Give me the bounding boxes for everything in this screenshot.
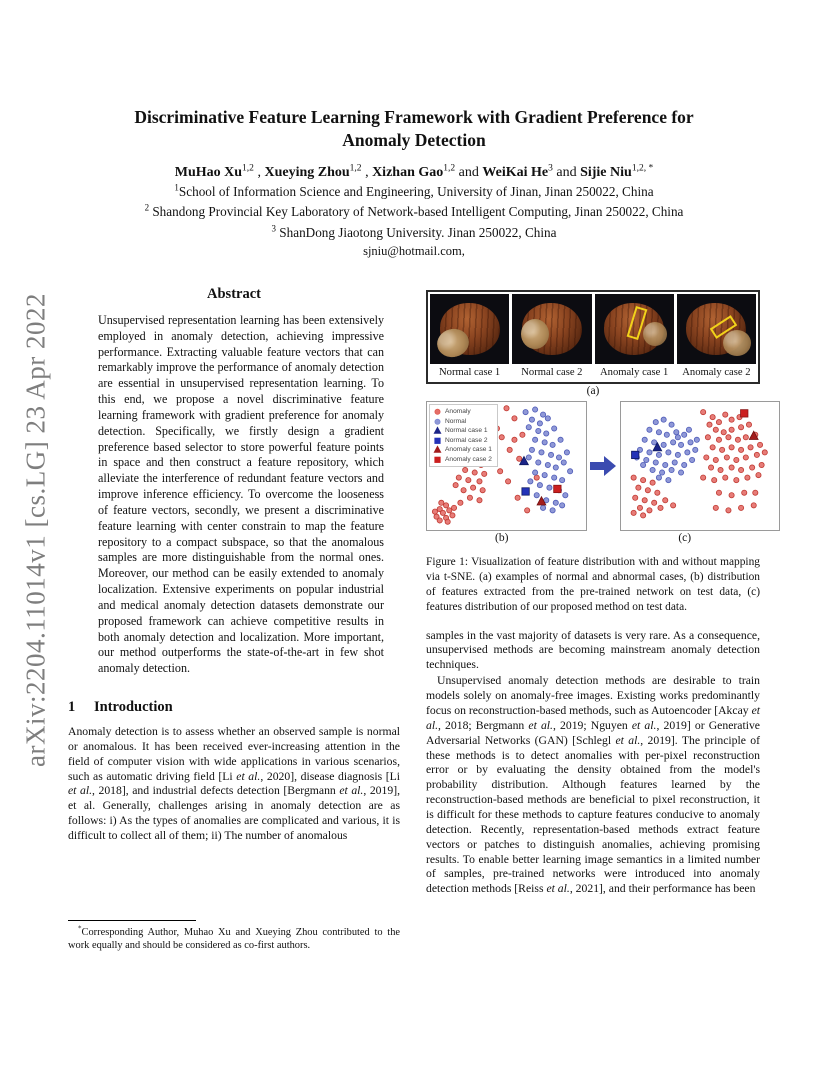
- series-anomaly-case-2: [554, 485, 561, 492]
- paper-header: [68, 106, 760, 259]
- scatter-point: [674, 430, 679, 435]
- scatter-point: [552, 475, 557, 480]
- scatter-point: [456, 475, 461, 480]
- hazelnut-image: [677, 294, 756, 364]
- scatter-point: [526, 455, 531, 460]
- scatter-point: [548, 452, 553, 457]
- scatter-point: [682, 432, 687, 437]
- scatter-point: [632, 451, 639, 458]
- scatter-point: [471, 485, 476, 490]
- scatter-point: [669, 467, 674, 472]
- legend-item: [433, 436, 492, 446]
- scatter-point: [653, 420, 658, 425]
- legend-label: Anomaly: [445, 408, 471, 416]
- scatter-point: [678, 442, 683, 447]
- scatter-point: [669, 422, 674, 427]
- scatter-point: [435, 438, 440, 443]
- scatter-point: [550, 442, 555, 447]
- scatter-point: [743, 455, 748, 460]
- scatter-point: [664, 432, 669, 437]
- intro-paragraph: Anomaly detection is to assess whether an observed sample is normal or anomalous. It has been received ever-increasing attention in the field of computer vision with wide applications in various scenarios, such as automatic driving field [Li et al., 2020], disease diagnosis [Li et al., 2018], and industrial defects detection [Bergmann et al., 2019], et al. Generally, challenges arising in anomaly detection are as follows: i) As the types of anomalies are complicated and various, it is difficult to collect all of them; ii) The number of anomalous: [68, 725, 401, 843]
- scatter-point: [564, 450, 569, 455]
- scatter-point: [746, 422, 751, 427]
- scatter-point: [560, 503, 565, 508]
- scatter-point: [451, 505, 456, 510]
- author-line: MuHao Xu$^{1,2}$ , Xueying Zhou$^{1,2}$ , Xizhan Gao$^{1,2}$ and WeiKai He$^3$ and Sijie Niu$^{1,2, *}$: [174, 162, 654, 180]
- scatter-point: [439, 500, 444, 505]
- scatter-point: [536, 460, 541, 465]
- scatter-point: [718, 467, 723, 472]
- scatter-point: [686, 427, 691, 432]
- scatter-point: [435, 419, 440, 424]
- scatter-point: [641, 513, 646, 518]
- scatter-point: [435, 457, 440, 462]
- paper-title: Discriminative Feature Learning Framework with Gradient Preference for Anomaly Detection: [134, 107, 694, 150]
- scatter-point: [762, 450, 767, 455]
- series-normal-case-2: [632, 451, 639, 458]
- scatter-point: [642, 437, 647, 442]
- scatter-point: [661, 417, 666, 422]
- panel-b-label: (b): [495, 532, 509, 544]
- circle-marker-icon: [433, 407, 442, 416]
- scatter-point: [641, 478, 646, 483]
- scatter-point: [690, 457, 695, 462]
- scatter-point: [756, 472, 761, 477]
- scatter-point: [517, 456, 522, 461]
- scatter-point: [751, 503, 756, 508]
- plot-sublabels: [426, 532, 760, 544]
- series-normal-case-2: [522, 488, 529, 495]
- scatter-point: [558, 437, 563, 442]
- figure1-caption: Figure 1: Visualization of feature distribution with and without mapping via t-SNE. (a) examples of normal and abnormal cases, (b) distribution of features extracted from the pre-trained network on test data, (c) features distribution of our proposed method on test data.: [426, 556, 760, 614]
- scatter-point: [542, 472, 547, 477]
- scatter-point: [663, 498, 668, 503]
- panel-label: Normal case 2: [512, 364, 591, 380]
- scatter-point: [529, 447, 534, 452]
- scatter-point: [534, 493, 539, 498]
- scatter-point: [528, 479, 533, 484]
- scatter-point: [440, 510, 445, 515]
- legend-item: [433, 445, 492, 455]
- scatter-plot-c: [620, 401, 780, 531]
- scatter-point: [712, 478, 717, 483]
- scatter-point: [536, 428, 541, 433]
- scatter-point: [671, 503, 676, 508]
- left-column: [68, 286, 400, 844]
- scatter-point: [545, 416, 550, 421]
- scatter-point: [477, 479, 482, 484]
- scatter-point: [447, 508, 452, 513]
- scatter-point: [443, 503, 448, 508]
- contact-email: sjniu@hotmail.com,: [363, 243, 465, 258]
- scatter-point: [533, 437, 538, 442]
- scatter-point: [694, 437, 699, 442]
- legend-item: [433, 426, 492, 436]
- scatter-point: [467, 495, 472, 500]
- figure1-panel-a: [426, 290, 760, 384]
- scatter-point: [672, 460, 677, 465]
- scatter-point: [522, 488, 529, 495]
- scatter-point: [520, 432, 525, 437]
- scatter-point: [480, 488, 485, 493]
- scatter-point: [748, 445, 753, 450]
- figure-panel: [677, 294, 756, 380]
- panel-label: Anomaly case 1: [595, 364, 674, 380]
- scatter-point: [525, 508, 530, 513]
- scatter-point: [553, 465, 558, 470]
- hazelnut-image: [595, 294, 674, 364]
- scatter-point: [716, 437, 721, 442]
- scatter-point: [515, 495, 520, 500]
- scatter-point: [701, 409, 706, 414]
- scatter-point: [745, 475, 750, 480]
- scatter-point: [540, 505, 545, 510]
- right-column: [426, 290, 760, 897]
- scatter-point: [724, 455, 729, 460]
- body-paragraph-2: Unsupervised anomaly detection methods are desirable to train models solely on anomaly-free images. Existing works predominantly focus on reconstruction-based methods, such as Autoencoder [Akcay et al., 2018; Bergmann et al., 2019; Nguyen et al., 2019] or Generative Adversarial Networks (GAN) [Schlegl et al., 2019]. The principle of these methods is to detect anomalies with per-pixel reconstruction error or by evaluating the density obtained from the model's probability distribution. Although features learned by the reconstruction-based methods are beneficial to pixel reconstruction, it is difficult for these methods to capture features conducive to anomaly detection. Recently, representation-based methods extract feature vectors or patches to distinguish anomalies, achieving promising results. To enable better learning image semantics in a limited number of samples, pre-trained networks were introduced into anomaly detection methods [Reiss et al., 2021], and their performance has been: [426, 674, 761, 896]
- right-column-text: [426, 629, 760, 897]
- scatter-point: [642, 498, 647, 503]
- scatter-point: [652, 440, 657, 445]
- scatter-point: [537, 421, 542, 426]
- arxiv-watermark: arXiv:2204.11014v1 [cs.LG] 23 Apr 2022: [20, 293, 51, 767]
- scatter-point: [734, 457, 739, 462]
- scatter-point: [750, 465, 755, 470]
- scatter-point: [753, 490, 758, 495]
- scatter-point: [741, 410, 748, 417]
- scatter-point: [682, 462, 687, 467]
- scatter-point: [729, 427, 734, 432]
- scatter-point: [675, 435, 680, 440]
- scatter-point: [472, 470, 477, 475]
- scatter-point: [505, 479, 510, 484]
- scatter-point: [729, 417, 734, 422]
- scatter-point: [759, 462, 764, 467]
- legend-label: Normal case 1: [445, 427, 488, 435]
- affiliation-2: $^2$ Shandong Provincial Key Laboratory of Network-based Intelligent Computing, Jinan 250022, China: [144, 202, 684, 220]
- scatter-point: [523, 409, 528, 414]
- scatter-point: [666, 478, 671, 483]
- scatter-point: [647, 508, 652, 513]
- legend-item: [433, 417, 492, 427]
- scatter-point: [466, 478, 471, 483]
- scatter-point: [726, 435, 731, 440]
- scatter-point: [512, 437, 517, 442]
- scatter-point: [675, 452, 680, 457]
- scatter-point: [738, 447, 743, 452]
- scatter-point: [656, 430, 661, 435]
- scatter-point: [434, 427, 441, 433]
- scatter-point: [450, 513, 455, 518]
- scatter-point: [540, 412, 545, 417]
- affiliation-3: $^3$ ShanDong Jiaotong University. Jinan 250022, China: [271, 223, 557, 240]
- scatter-point: [729, 465, 734, 470]
- scatter-point: [726, 508, 731, 513]
- scatter-point: [738, 505, 743, 510]
- scatter-point: [754, 452, 759, 457]
- scatter-point: [529, 417, 534, 422]
- scatter-point: [547, 485, 552, 490]
- scatter-point: [655, 490, 660, 495]
- affiliation-1: $^1$School of Information Science and Engineering, University of Jinan, Jinan 250022, China: [174, 182, 654, 199]
- scatter-point: [507, 447, 512, 452]
- scatter-point: [710, 445, 715, 450]
- scatter-point: [738, 425, 743, 430]
- scatter-point: [498, 469, 503, 474]
- hazelnut-image: [512, 294, 591, 364]
- scatter-point: [550, 508, 555, 513]
- abstract-body: Unsupervised representation learning has been extensively employed in anomaly detection, achieving impressive performance. Extracting valuable feature vectors that can remarkably improve the performance of anomaly detection are essential in unsupervised representation learning. To this end, we propose a novel discriminative feature learning framework with gradient preference for anomaly detection. Specifically, we firstly design a gradient preference based selector to store powerful feature points in space and then construct a feature repository, which alleviate the interference of redundant feature vectors and improve inference efficiency. To overcome the looseness of feature vectors, secondly, we present a discriminative feature learning with center constrain to map the feature repository to a compact subspace, so that the anomalous samples are more distinguishable from the normal ones. Moreover, our method can be easily extended to anomaly localization. Extensive experiments on popular industrial and medical anomaly detection datasets demonstrate our proposed framework can achieve competitive results in both anomaly detection and localization. More important, our method outperforms the state-of-the-art in few shot anomaly detection.: [98, 313, 384, 676]
- scatter-point: [656, 452, 661, 457]
- circle-marker-icon: [433, 417, 442, 426]
- hazelnut-cap: [723, 330, 751, 356]
- series-anomaly: [631, 409, 767, 518]
- legend-item: [433, 455, 492, 465]
- panel-label: Normal case 1: [430, 364, 509, 380]
- scatter-point: [710, 415, 715, 420]
- scatter-point: [560, 478, 565, 483]
- scatter-point: [437, 518, 442, 523]
- arrow-column: [590, 454, 617, 478]
- scatter-point: [432, 509, 437, 514]
- abstract-heading: Abstract: [207, 286, 261, 302]
- scatter-point: [729, 493, 734, 498]
- scatter-point: [743, 435, 748, 440]
- triangle-marker-icon: [433, 426, 442, 435]
- scatter-point: [666, 450, 671, 455]
- legend-label: Anomaly case 1: [445, 446, 492, 454]
- scatter-point: [661, 442, 666, 447]
- scatter-point: [453, 483, 458, 488]
- scatter-point: [701, 475, 706, 480]
- series-normal: [523, 407, 573, 513]
- scatter-point: [463, 467, 468, 472]
- legend-label: Normal case 2: [445, 436, 488, 444]
- scatter-point: [721, 430, 726, 435]
- scatter-point: [568, 469, 573, 474]
- scatter-point: [663, 462, 668, 467]
- scatter-point: [512, 416, 517, 421]
- scatter-point: [734, 478, 739, 483]
- scatter-point: [554, 485, 561, 492]
- figure1-plots-row: [426, 401, 760, 531]
- figure-panel: [430, 294, 509, 380]
- scatter-point: [738, 467, 743, 472]
- scatter-point: [435, 409, 440, 414]
- hazelnut-icon: [440, 303, 500, 355]
- scatter-point: [735, 437, 740, 442]
- square-marker-icon: [433, 455, 442, 464]
- scatter-point: [552, 426, 557, 431]
- scatter-point: [533, 407, 538, 412]
- scatter-point: [723, 412, 728, 417]
- scatter-point: [705, 435, 710, 440]
- scatter-point: [713, 457, 718, 462]
- scatter-point: [637, 505, 642, 510]
- scatter-point: [533, 470, 538, 475]
- section-title: Introduction: [94, 699, 173, 716]
- footnote-text: *Corresponding Author, Muhao Xu and Xueying Zhou contributed to the work equally and should be considered as co-first authors.: [68, 924, 400, 951]
- scatter-point: [704, 455, 709, 460]
- scatter-point: [633, 495, 638, 500]
- scatter-point: [716, 490, 721, 495]
- scatter-point: [545, 462, 550, 467]
- scatter-point: [685, 450, 690, 455]
- legend-label: Normal: [445, 417, 467, 425]
- scatter-point: [645, 488, 650, 493]
- scatter-point: [641, 462, 646, 467]
- panel-a-label: (a): [586, 385, 600, 397]
- scatter-point: [742, 490, 747, 495]
- scatter-point: [713, 505, 718, 510]
- scatter-point: [708, 465, 713, 470]
- section-heading-introduction: [68, 699, 400, 716]
- scatter-point: [652, 500, 657, 505]
- scatter-point: [713, 427, 718, 432]
- scatter-point: [729, 445, 734, 450]
- scatter-point: [650, 480, 655, 485]
- scatter-point: [434, 446, 441, 452]
- scatter-point: [659, 470, 664, 475]
- scatter-point: [534, 475, 539, 480]
- hazelnut-cap: [434, 326, 472, 361]
- scatter-point: [526, 425, 531, 430]
- scatter-point: [658, 505, 663, 510]
- scatter-point: [720, 447, 725, 452]
- arrow-right-icon: [590, 454, 617, 478]
- scatter-point: [707, 422, 712, 427]
- series-anomaly-case-2: [741, 410, 748, 417]
- scatter-point: [542, 440, 547, 445]
- figure-panel: [512, 294, 591, 380]
- plot-legend: [429, 404, 498, 467]
- hazelnut-cap: [521, 319, 549, 349]
- hazelnut-cap: [643, 322, 667, 346]
- scatter-point: [656, 475, 661, 480]
- scatter-point: [723, 475, 728, 480]
- scatter-point: [537, 483, 542, 488]
- legend-item: [433, 407, 492, 417]
- footnote-block: [68, 920, 400, 952]
- scatter-point: [647, 450, 652, 455]
- hazelnut-image: [430, 294, 509, 364]
- scatter-point: [482, 471, 487, 476]
- figure-panel: [595, 294, 674, 380]
- scatter-point: [650, 467, 655, 472]
- scatter-point: [671, 440, 676, 445]
- scatter-point: [693, 447, 698, 452]
- scatter-point: [544, 431, 549, 436]
- scatter-point: [647, 427, 652, 432]
- scatter-point: [631, 510, 636, 515]
- scatter-point: [504, 406, 509, 411]
- square-marker-icon: [433, 436, 442, 445]
- scatter-plot-c-canvas: [621, 402, 779, 528]
- scatter-point: [757, 442, 762, 447]
- scatter-point: [539, 450, 544, 455]
- panel-label: Anomaly case 2: [677, 364, 756, 380]
- scatter-point: [636, 485, 641, 490]
- body-paragraph-1: samples in the vast majority of datasets is very rare. As a consequence, unsupervised methods are becoming mainstream anomaly detection techniques.: [426, 628, 760, 672]
- scatter-point: [653, 460, 658, 465]
- scatter-point: [458, 500, 463, 505]
- hazelnut-icon: [522, 303, 582, 355]
- panel-c-label: (c): [678, 532, 692, 544]
- scatter-point: [461, 488, 466, 493]
- scatter-point: [716, 420, 721, 425]
- scatter-point: [678, 470, 683, 475]
- section-number: 1: [68, 699, 76, 716]
- scatter-point: [631, 475, 636, 480]
- scatter-point: [561, 460, 566, 465]
- series-normal: [634, 417, 699, 483]
- scatter-point: [445, 519, 450, 524]
- scatter-point: [499, 435, 504, 440]
- triangle-marker-icon: [433, 445, 442, 454]
- scatter-point: [644, 457, 649, 462]
- scatter-point: [556, 455, 561, 460]
- footnote-rule: [68, 920, 196, 921]
- scatter-point: [688, 440, 693, 445]
- scatter-point: [553, 500, 558, 505]
- scatter-point: [477, 498, 482, 503]
- scatter-plot-b: [426, 401, 587, 531]
- scatter-point: [563, 493, 568, 498]
- legend-label: Anomaly case 2: [445, 455, 492, 463]
